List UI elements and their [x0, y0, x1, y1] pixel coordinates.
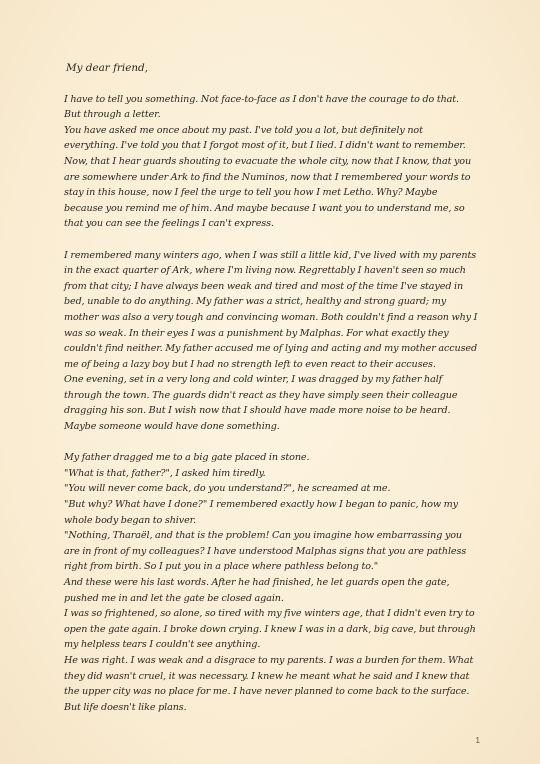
letter-paragraph: One evening, set in a very long and cold winter, I was dragged by my father half through the town. The guards didn't react as they have simply seen their colleague dragging his son. But I wish now that I should have made more noise to be heard. Maybe someone would have done something. [64, 374, 458, 433]
letter-greeting: My dear friend, [66, 62, 149, 74]
letter-body [64, 92, 478, 716]
letter-paragraph: "Nothing, Tharaël, and that is the problem! Can you imagine how embarrassing you are in front of my colleagues? I have understood Malphas signs that you are pathless right from birth. So I put you in a place where pathless belong to." [64, 530, 467, 573]
letter-paragraph: Now, that I hear guards shouting to evacuate the whole city, now that I know, that you are somewhere under Ark to find the Numinos, now that I remembered your words to stay in this house, now I feel the urge to tell you how I met Letho. Why? Maybe because you remind me of him. And maybe because I want you to understand me, so that you can see the feelings I can't express. [64, 155, 472, 230]
page-number: 1 [475, 736, 480, 745]
letter-paragraph: "But why? What have I done?" I remembered exactly how I began to panic, how my whole body began to shiver. [64, 499, 458, 526]
letter-paragraph: I remembered many winters ago, when I was still a little kid, I've lived with my parents in the exact quarter of Ark, where I'm living now. Regrettably I haven't seen so much from that city; I have always been weak and tired and most of the time I've stayed in bed, unable to do anything. My father was a strict, healthy and strong guard; my mother was also a very tough and convincing woman. Both couldn't find a reason why I was so weak. In their eyes I was a punishment by Malphas. For what exactly they couldn't find neither. My father accused me of lying and acting and my mother accused me of being a lazy boy but I had no strength left to even react to their accuses. [64, 249, 478, 370]
letter-paragraph: "You will never come back, do you understand?", he screamed at me. [64, 483, 391, 495]
letter-paragraph: You have asked me once about my past. I've told you a lot, but definitely not everything. I've told you that I forgot most of it, but I lied. I didn't want to remember. [64, 124, 466, 152]
letter-paragraph: "What is that, father?", I asked him tiredly. [64, 467, 266, 479]
letter-paragraph: I was so frightened, so alone, so tired with my five winters age, that I didn't even try to open the gate again. I broke down crying. I knew I was in a dark, big cave, but through my helpless tears I couldn't see anything. [64, 608, 476, 651]
letter-paragraph: And these were his last words. After he had finished, he let guards open the gate, pushed me in and let the gate be closed again. [64, 577, 450, 604]
letter-paragraph: I have to tell you something. Not face-to-face as I don't have the courage to do that. But through a letter. [64, 93, 459, 121]
letter-paragraph: My father dragged me to a big gate placed in stone. [64, 452, 310, 464]
letter-paragraph: He was right. I was weak and a disgrace to my parents. I was a burden for them. What they did wasn't cruel, it was necessary. I knew he meant what he said and I knew that the upper city was no place for me. I have never planned to come back to the surface. But life doesn't like plans. [64, 654, 474, 713]
